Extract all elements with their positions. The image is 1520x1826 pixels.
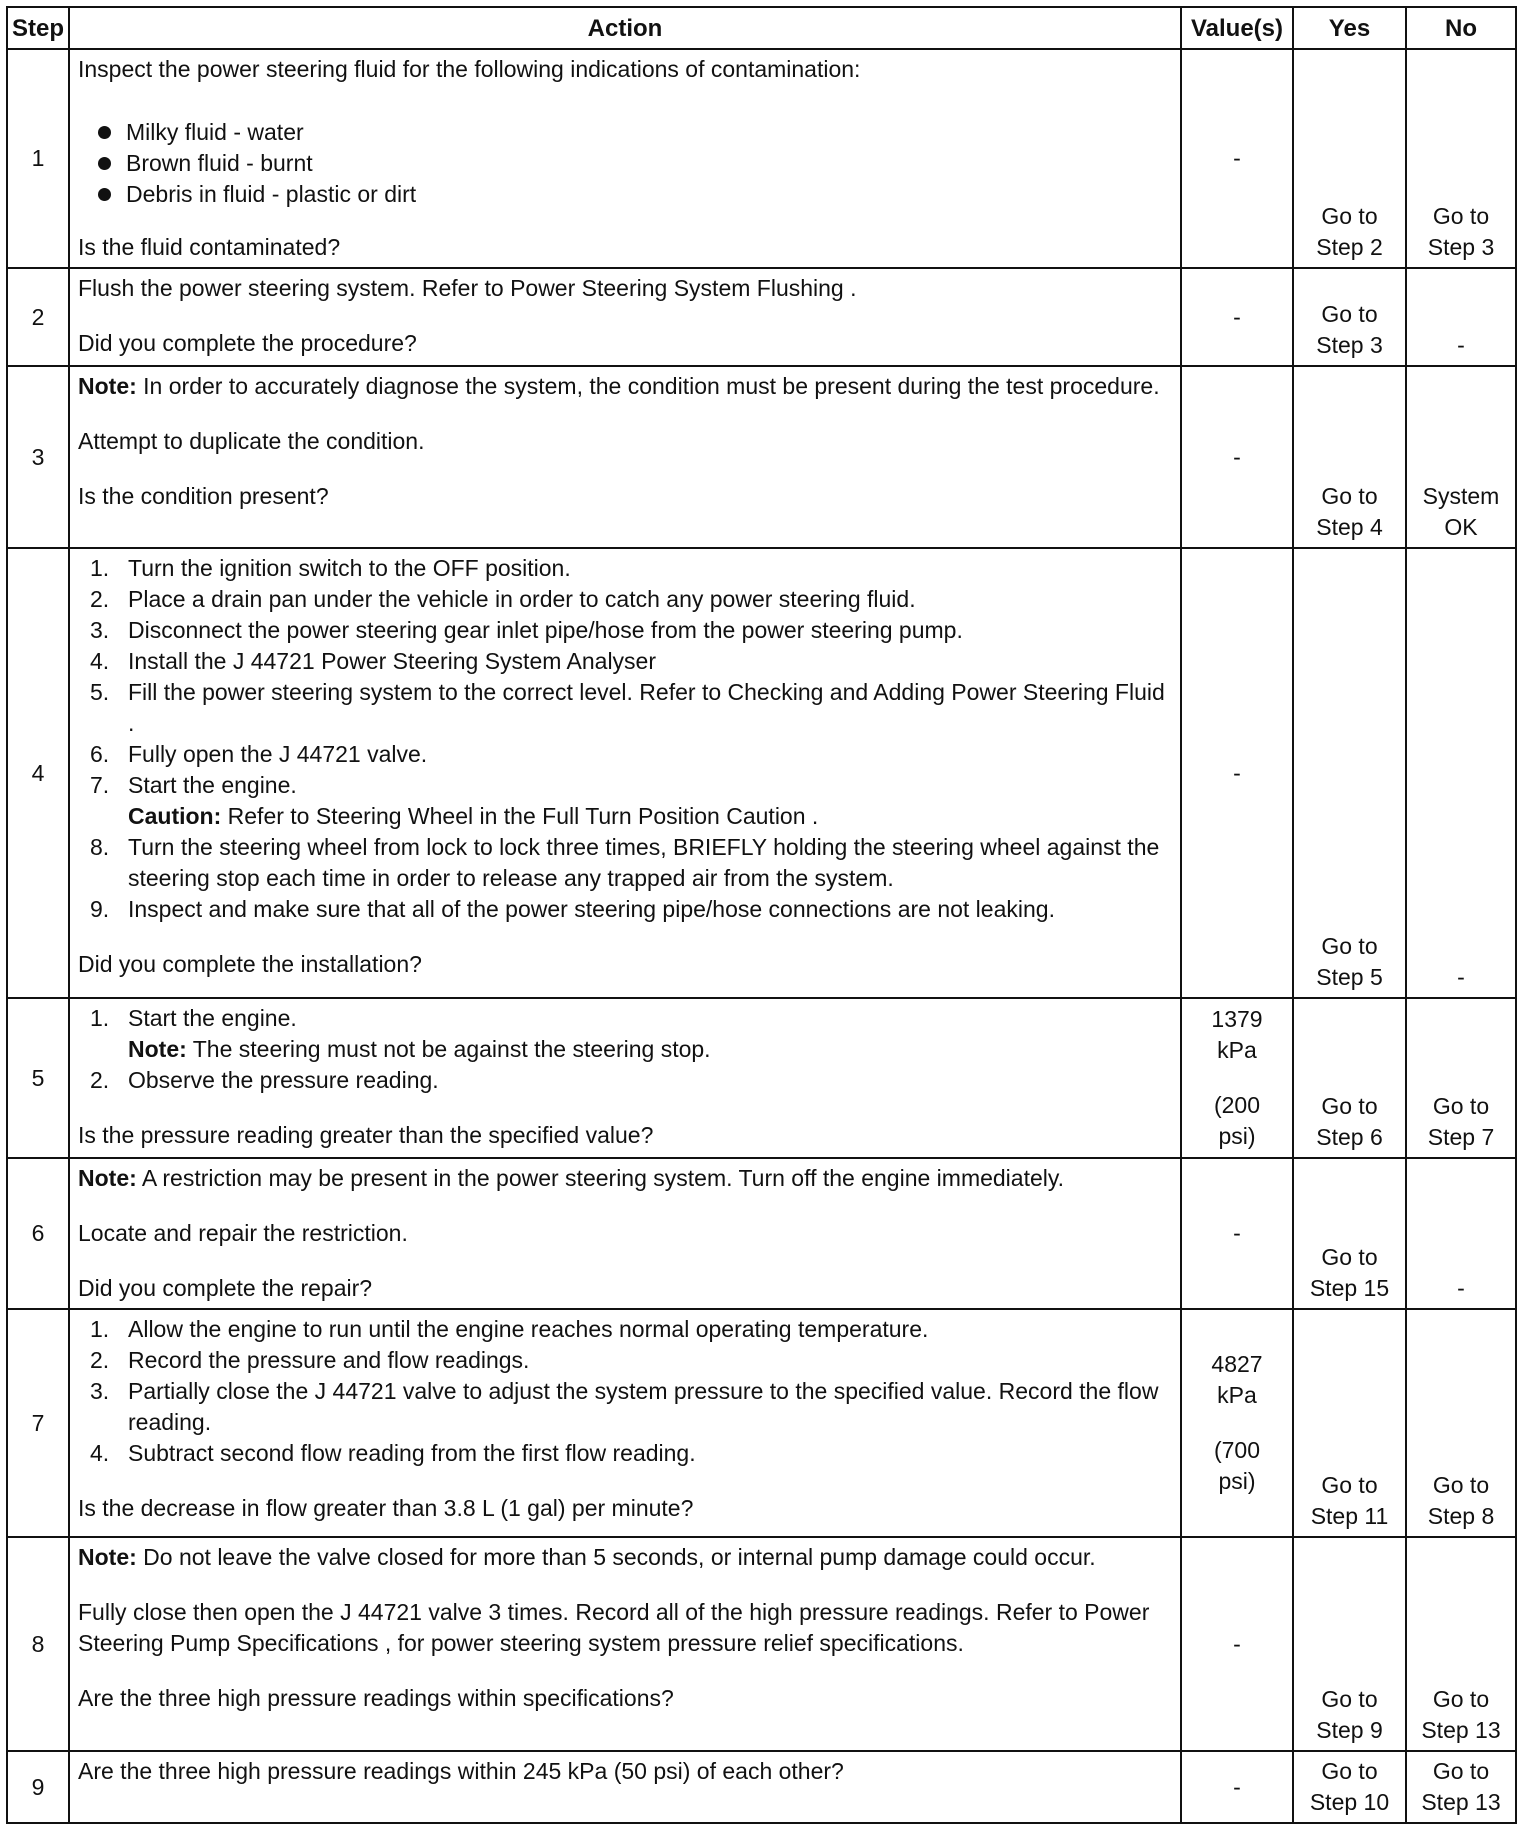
no-line: System xyxy=(1422,483,1500,509)
yes-line: Go to xyxy=(1321,301,1378,327)
list-item: 2. Observe the pressure reading. xyxy=(90,1067,439,1093)
list-item: 1. Allow the engine to run until the engine reaches normal operating temperature. xyxy=(90,1316,929,1342)
no-cell xyxy=(1406,49,1516,268)
no-line: Step 13 xyxy=(1421,1789,1501,1815)
value-cell xyxy=(1181,998,1293,1158)
header-action: Action xyxy=(69,7,1181,49)
no-line: OK xyxy=(1444,514,1478,540)
no-line: - xyxy=(1457,964,1465,990)
no-line: Go to xyxy=(1432,1686,1490,1712)
header-yes: Yes xyxy=(1293,7,1406,49)
question-text: Did you complete the procedure? xyxy=(78,330,417,356)
no-line: Go to xyxy=(1432,203,1490,229)
step-row-8 xyxy=(7,1537,1516,1751)
yes-line: Go to xyxy=(1321,1472,1378,1498)
question-text: Is the condition present? xyxy=(78,483,329,509)
note-body: Do not leave the valve closed for more than 5 seconds, or internal pump damage could occur. xyxy=(136,1544,1096,1570)
list-item: 1. Turn the ignition switch to the OFF position. xyxy=(90,555,571,581)
no-line: Go to xyxy=(1432,1472,1490,1498)
value-line: kPa xyxy=(1217,1382,1257,1408)
list-item: 3. Disconnect the power steering gear inlet pipe/hose from the power steering pump. xyxy=(90,617,963,643)
yes-cell xyxy=(1293,1537,1406,1751)
note-text xyxy=(78,1542,1170,1573)
yes-line: Go to xyxy=(1321,203,1378,229)
question-text: Are the three high pressure readings within specifications? xyxy=(78,1685,674,1711)
question-text: Is the fluid contaminated? xyxy=(78,234,341,260)
step-number: 5 xyxy=(7,998,69,1158)
action-text: Locate and repair the restriction. xyxy=(78,1220,408,1246)
action-text: Flush the power steering system. Refer to Power Steering System Flushing . xyxy=(78,275,857,301)
step-number: 2 xyxy=(7,268,69,366)
note-label: Note: xyxy=(78,1544,137,1570)
yes-cell xyxy=(1293,1309,1406,1537)
step-number: 9 xyxy=(7,1751,69,1823)
value-cell: - xyxy=(1181,1537,1293,1751)
value-cell xyxy=(1181,1309,1293,1537)
value-cell: - xyxy=(1181,548,1293,998)
yes-cell xyxy=(1293,998,1406,1158)
step-row-1 xyxy=(7,49,1516,268)
value-line: psi) xyxy=(1218,1468,1256,1494)
yes-line: Step 9 xyxy=(1316,1717,1383,1743)
question-text: Are the three high pressure readings within 245 kPa (50 psi) of each other? xyxy=(78,1758,844,1784)
yes-cell xyxy=(1293,548,1406,998)
value-line: (200 xyxy=(1213,1092,1261,1118)
list-item: 9. Inspect and make sure that all of the power steering pipe/hose connections are not leaking. xyxy=(90,896,1055,922)
caution-label: Caution: xyxy=(128,803,222,829)
yes-line: Go to xyxy=(1321,1093,1378,1119)
list-item: 2. Place a drain pan under the vehicle in order to catch any power steering fluid. xyxy=(90,586,916,612)
note-label: Note: xyxy=(128,1036,187,1062)
list-item: 7. Start the engine. Caution: Refer to Steering Wheel in the Full Turn Position Caution . xyxy=(78,770,1170,832)
value-line: 1379 xyxy=(1211,1006,1263,1032)
yes-line: Go to xyxy=(1321,1244,1378,1270)
step-row-7 xyxy=(7,1309,1516,1537)
action-cell xyxy=(69,1537,1181,1751)
yes-line: Step 15 xyxy=(1309,1275,1390,1301)
action-cell xyxy=(69,49,1181,268)
note-body: In order to accurately diagnose the system, the condition must be present during the test procedure. xyxy=(136,373,1160,399)
header-row xyxy=(7,7,1516,49)
numbered-list xyxy=(78,1314,1170,1469)
yes-line: Step 10 xyxy=(1309,1789,1390,1815)
question-text: Is the decrease in flow greater than 3.8 L (1 gal) per minute? xyxy=(78,1495,694,1521)
yes-line: Go to xyxy=(1321,1686,1378,1712)
bullet-item: Debris in fluid - plastic or dirt xyxy=(78,179,1170,210)
list-item: 1. Start the engine. Note: The steering must not be against the steering stop. xyxy=(78,1003,1170,1065)
action-text: Fully close then open the J 44721 valve 3 times. Record all of the high pressure readings. Refer to Power Steering Pump Specifications , for power steering system pressure relief specifications. xyxy=(78,1599,1150,1656)
numbered-list xyxy=(78,1003,1170,1096)
no-cell xyxy=(1406,1751,1516,1823)
no-line: Go to xyxy=(1432,1758,1490,1784)
value-line: psi) xyxy=(1218,1123,1256,1149)
bullet-list xyxy=(78,117,1170,210)
step-number: 6 xyxy=(7,1158,69,1309)
no-line: Step 13 xyxy=(1421,1717,1501,1743)
step-number: 8 xyxy=(7,1537,69,1751)
step-row-4 xyxy=(7,548,1516,998)
no-cell xyxy=(1406,366,1516,548)
yes-cell xyxy=(1293,366,1406,548)
list-item: 2. Record the pressure and flow readings. xyxy=(90,1347,530,1373)
yes-line: Go to xyxy=(1321,1758,1378,1784)
no-cell xyxy=(1406,1158,1516,1309)
header-values: Value(s) xyxy=(1181,7,1293,49)
yes-line: Step 4 xyxy=(1316,514,1383,540)
action-text: Inspect the power steering fluid for the following indications of contamination: xyxy=(78,56,861,82)
action-cell xyxy=(69,268,1181,366)
step-number: 1 xyxy=(7,49,69,268)
question-text: Did you complete the installation? xyxy=(78,951,422,977)
yes-cell xyxy=(1293,268,1406,366)
question-text: Is the pressure reading greater than the specified value? xyxy=(78,1122,654,1148)
no-line: Step 3 xyxy=(1427,234,1495,260)
value-cell: - xyxy=(1181,49,1293,268)
yes-line: Go to xyxy=(1321,933,1378,959)
step-row-9 xyxy=(7,1751,1516,1823)
bullet-item: Milky fluid - water xyxy=(78,117,1170,148)
yes-line: Step 5 xyxy=(1316,964,1383,990)
step-row-3 xyxy=(7,366,1516,548)
diagnostic-table xyxy=(6,6,1517,1824)
yes-line: Go to xyxy=(1321,483,1378,509)
yes-line: Step 3 xyxy=(1316,332,1383,358)
action-cell xyxy=(69,366,1181,548)
action-cell xyxy=(69,1309,1181,1537)
header-step: Step xyxy=(7,7,69,49)
bullet-item: Brown fluid - burnt xyxy=(78,148,1170,179)
value-line: 4827 xyxy=(1211,1351,1263,1377)
step-number: 7 xyxy=(7,1309,69,1537)
action-cell xyxy=(69,1158,1181,1309)
note-label: Note: xyxy=(78,1165,137,1191)
no-line: Step 8 xyxy=(1427,1503,1495,1529)
no-cell xyxy=(1406,268,1516,366)
caution-text: Caution: Refer to Steering Wheel in the Full Turn Position Caution . xyxy=(128,803,819,829)
note-text: Note: The steering must not be against the steering stop. xyxy=(128,1036,711,1062)
yes-line: Step 6 xyxy=(1316,1124,1383,1150)
yes-cell xyxy=(1293,1158,1406,1309)
yes-cell xyxy=(1293,1751,1406,1823)
list-item: 3. Partially close the J 44721 valve to adjust the system pressure to the specified value. Record the flow reading. xyxy=(90,1378,1159,1435)
yes-line: Step 2 xyxy=(1316,234,1383,260)
list-item: 4. Subtract second flow reading from the first flow reading. xyxy=(90,1440,696,1466)
step-row-2 xyxy=(7,268,1516,366)
step-number: 4 xyxy=(7,548,69,998)
no-line: - xyxy=(1457,332,1465,358)
no-cell xyxy=(1406,1309,1516,1537)
value-cell: - xyxy=(1181,1158,1293,1309)
list-item: 6. Fully open the J 44721 valve. xyxy=(90,741,428,767)
step-number: 3 xyxy=(7,366,69,548)
step-row-6 xyxy=(7,1158,1516,1309)
list-item: 5. Fill the power steering system to the correct level. Refer to Checking and Adding Power Steering Fluid . xyxy=(90,679,1165,736)
value-line: kPa xyxy=(1217,1037,1257,1063)
yes-cell xyxy=(1293,49,1406,268)
value-cell: - xyxy=(1181,1751,1293,1823)
note-label: Note: xyxy=(78,373,137,399)
no-cell xyxy=(1406,998,1516,1158)
no-line: Go to xyxy=(1432,1093,1490,1119)
value-line: (700 xyxy=(1213,1437,1261,1463)
no-cell xyxy=(1406,548,1516,998)
header-no: No xyxy=(1406,7,1516,49)
no-cell xyxy=(1406,1537,1516,1751)
question-text: Did you complete the repair? xyxy=(78,1275,373,1301)
no-line: - xyxy=(1457,1275,1465,1301)
action-text: Attempt to duplicate the condition. xyxy=(78,428,425,454)
action-cell xyxy=(69,998,1181,1158)
note-text xyxy=(78,371,1170,402)
numbered-list xyxy=(78,553,1170,925)
action-cell xyxy=(69,1751,1181,1823)
note-text xyxy=(78,1163,1170,1194)
list-item: 8. Turn the steering wheel from lock to lock three times, BRIEFLY holding the steering wheel against the steering stop each time in order to release any trapped air from the system. xyxy=(90,834,1160,891)
no-line: Step 7 xyxy=(1427,1124,1495,1150)
step-row-5 xyxy=(7,998,1516,1158)
list-item: 4. Install the J 44721 Power Steering System Analyser xyxy=(90,648,657,674)
yes-line: Step 11 xyxy=(1310,1503,1389,1529)
value-cell: - xyxy=(1181,268,1293,366)
action-cell xyxy=(69,548,1181,998)
value-cell: - xyxy=(1181,366,1293,548)
note-body: A restriction may be present in the power steering system. Turn off the engine immediately. xyxy=(136,1165,1065,1191)
